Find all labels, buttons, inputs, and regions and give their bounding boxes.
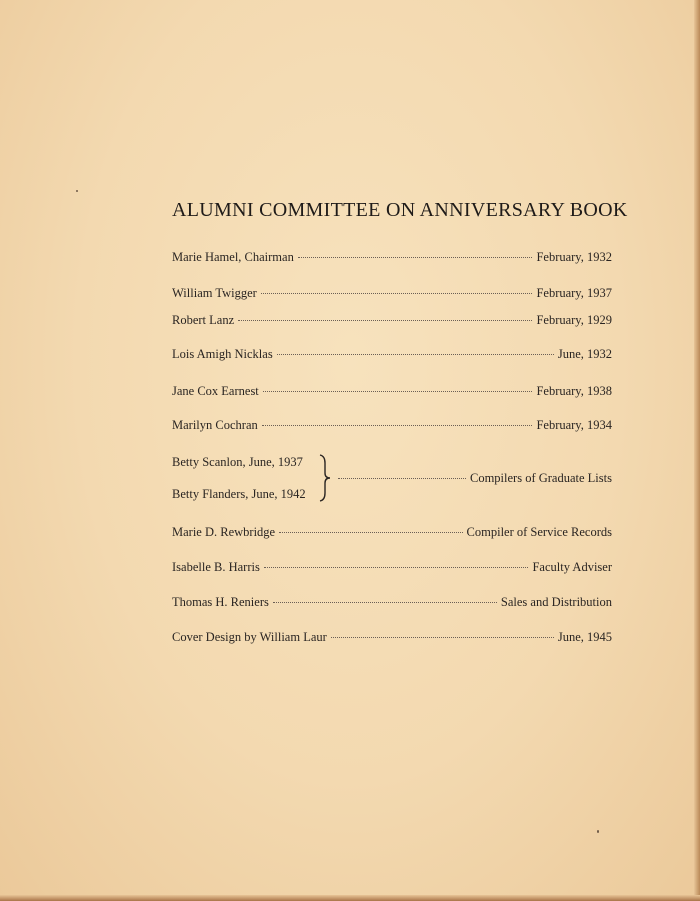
role-row: [172, 630, 612, 648]
member-name: Marie D. Rewbridge: [172, 525, 276, 539]
member-class: June, 1932: [557, 347, 612, 361]
curly-brace-icon: [316, 453, 334, 503]
page-title: ALUMNI COMMITTEE ON ANNIVERSARY BOOK: [172, 199, 628, 221]
member-role: Faculty Adviser: [532, 560, 612, 574]
dot-leader: [264, 566, 529, 568]
committee-row: [172, 418, 612, 436]
committee-row: [172, 347, 612, 365]
member-name: Marie Hamel, Chairman: [172, 250, 294, 264]
committee-row: [172, 286, 612, 304]
member-name: Thomas H. Reniers: [172, 595, 269, 609]
page-edge-bottom: [0, 895, 700, 901]
member-name: Isabelle B. Harris: [172, 560, 260, 574]
member-name: Jane Cox Earnest: [172, 384, 259, 398]
dot-leader: [263, 390, 533, 392]
role-row: [172, 560, 612, 578]
dot-leader: [279, 531, 462, 533]
role-row: [172, 595, 612, 613]
dot-leader: [261, 292, 533, 294]
dot-leader: [277, 353, 554, 355]
member-name: Cover Design by William Laur: [172, 630, 327, 644]
dot-leader: [298, 256, 533, 258]
member-name: Robert Lanz: [172, 313, 235, 327]
compiler-name: Betty Flanders, June, 1942: [172, 487, 306, 501]
paper-speck: [597, 830, 599, 833]
compilers-role-row: [338, 471, 612, 489]
member-role: June, 1945: [557, 630, 612, 644]
dot-leader: [273, 601, 497, 603]
member-role: Sales and Distribution: [500, 595, 612, 609]
member-class: February, 1932: [536, 250, 612, 264]
member-class: February, 1934: [536, 418, 612, 432]
member-class: February, 1938: [536, 384, 612, 398]
member-class: February, 1937: [536, 286, 612, 300]
committee-row: [172, 250, 612, 268]
committee-row: [172, 313, 612, 331]
dot-leader: [338, 477, 466, 479]
role-row: [172, 525, 612, 543]
member-class: February, 1929: [536, 313, 612, 327]
member-name: Lois Amigh Nicklas: [172, 347, 273, 361]
paper-speck: [76, 190, 78, 192]
dot-leader: [238, 319, 532, 321]
member-role: Compiler of Service Records: [466, 525, 612, 539]
page-edge-right: [694, 0, 700, 901]
compilers-role: Compilers of Graduate Lists: [470, 471, 612, 485]
compiler-name: Betty Scanlon, June, 1937: [172, 455, 303, 469]
committee-row: [172, 384, 612, 402]
member-name: Marilyn Cochran: [172, 418, 258, 432]
dot-leader: [262, 424, 533, 426]
dot-leader: [331, 636, 554, 638]
member-name: William Twigger: [172, 286, 257, 300]
